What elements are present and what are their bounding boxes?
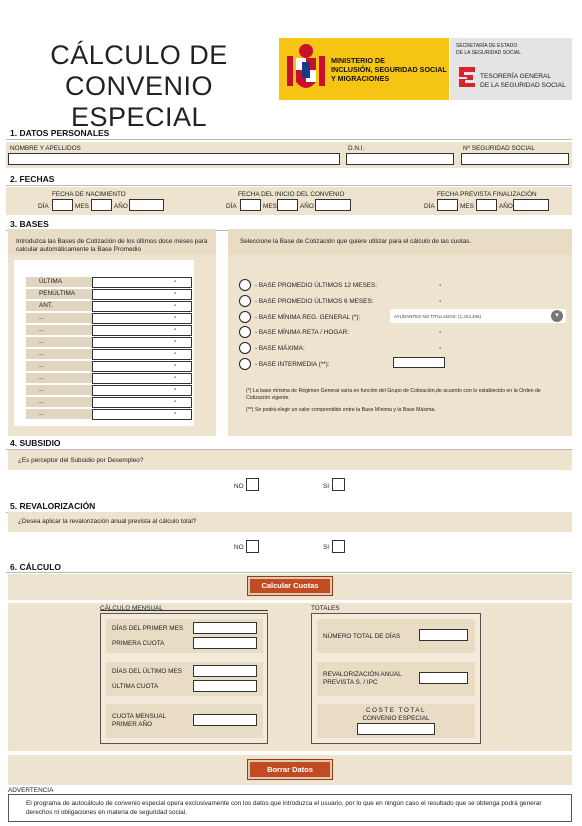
- base-row-label: ...: [26, 373, 92, 383]
- day-label: DÍA: [38, 203, 49, 210]
- page-title: CÁLCULO DE CONVENIO ESPECIAL: [50, 40, 228, 132]
- totales-title: TOTALES: [311, 605, 340, 612]
- value-dot: ▪: [173, 315, 176, 321]
- note-base-intermedia: (**) Se podrá elegir un valor comprendido entre la Base Mínima y la Base Máxima.: [246, 407, 436, 413]
- dias-primer-output: [193, 622, 257, 634]
- radio-minima-reta[interactable]: [239, 326, 251, 338]
- reval-anual-output: [419, 672, 468, 684]
- cuota-mensual-label: CUOTA MENSUAL PRIMER AÑO: [112, 713, 167, 728]
- base-row-label: ...: [26, 361, 92, 371]
- option-minima-reta-label: - BASE MÍNIMA RETA / HOGAR:: [255, 329, 349, 336]
- section-title-subsidio: 4. SUBSIDIO: [10, 438, 61, 448]
- base-row-input[interactable]: [92, 373, 192, 384]
- tgss-icon: [457, 65, 477, 89]
- coste-total-label: COSTE TOTAL CONVENIO ESPECIAL: [362, 707, 430, 722]
- treasury-logo: SECRETARÍA DE ESTADO DE LA SEGURIDAD SOCIAL TESORERÍA GENERAL DE LA SEGURIDAD SOCIAL: [450, 38, 572, 100]
- reval-anual-label: REVALORIZACIÓN ANUAL PREVISTA S. / IPC: [323, 671, 402, 686]
- base-row-input[interactable]: [92, 301, 192, 312]
- value-dot: ▪: [173, 291, 176, 297]
- dni-input[interactable]: [346, 153, 454, 165]
- base-row-input[interactable]: [92, 349, 192, 360]
- year-label: AÑO: [114, 203, 128, 210]
- base-row-label: ...: [26, 397, 92, 407]
- section-title-datos: 1. DATOS PERSONALES: [10, 128, 110, 138]
- month-label: MES: [263, 203, 277, 210]
- subsidio-question: ¿Es perceptor del Subsidio por Desempleo?: [18, 457, 144, 464]
- value-dot: ▪: [173, 327, 176, 333]
- end-month-input[interactable]: [476, 199, 497, 211]
- base-row-input[interactable]: [92, 397, 192, 408]
- birth-month-input[interactable]: [91, 199, 112, 211]
- cuota-mensual-output: [193, 714, 257, 726]
- end-date-label: FECHA PREVISTA FINALIZACIÓN: [437, 191, 537, 198]
- base-row-input[interactable]: [92, 277, 192, 288]
- subsidio-no-label: NO: [234, 483, 244, 490]
- start-day-input[interactable]: [240, 199, 261, 211]
- month-label: MES: [460, 203, 474, 210]
- borrar-datos-button[interactable]: Borrar Datos: [248, 760, 332, 779]
- month-label: MES: [75, 203, 89, 210]
- results-panel: [8, 603, 572, 751]
- value-dot: ▪: [173, 279, 176, 285]
- base-row-input[interactable]: [92, 361, 192, 372]
- base-row-label: ...: [26, 349, 92, 359]
- mensual-title: CÁLCULO MENSUAL: [100, 605, 163, 612]
- day-label: DÍA: [424, 203, 435, 210]
- ministry-logo: MINISTERIO DE INCLUSIÓN, SEGURIDAD SOCIAL Y MIGRACIONES: [279, 38, 449, 100]
- base-row-label: ANT.: [26, 301, 92, 311]
- base-row-label: PENÚLTIMA: [26, 289, 92, 299]
- start-date-label: FECHA DEL INICIO DEL CONVENIO: [238, 191, 345, 198]
- subsidio-si-checkbox[interactable]: [332, 478, 345, 491]
- base-intermedia-input[interactable]: [393, 357, 445, 368]
- section-title-calculo: 6. CÁLCULO: [10, 562, 61, 572]
- calcular-cuotas-button[interactable]: Calcular Cuotas: [248, 577, 332, 595]
- value-dot: ▪: [439, 345, 442, 352]
- end-year-input[interactable]: [513, 199, 549, 211]
- advertencia-text: El programa de autocálculo de convenio especial opera exclusivamente con los datos que introduzca el usuario, por lo que en ningún caso el resultado que se obtenga podrá generar derechos ni obligaciones en materia de seguridad social.: [26, 800, 542, 816]
- value-dot: ▪: [439, 298, 442, 305]
- advertencia-title: ADVERTENCIA: [8, 787, 54, 794]
- value-dot: ▪: [173, 399, 176, 405]
- chevron-down-icon[interactable]: ▾: [551, 310, 563, 322]
- base-row-input[interactable]: [92, 289, 192, 300]
- reval-si-label: SI: [323, 544, 330, 551]
- base-row-label: ...: [26, 337, 92, 347]
- nss-input[interactable]: [461, 153, 569, 165]
- radio-promedio-12[interactable]: [239, 279, 251, 291]
- section-title-fechas: 2. FECHAS: [10, 174, 55, 184]
- radio-maxima[interactable]: [239, 342, 251, 354]
- dias-ultimo-output: [193, 665, 257, 677]
- value-dot: ▪: [173, 339, 176, 345]
- value-dot: ▪: [439, 282, 442, 289]
- note-base-minima: (*) La base mínima de Régimen General varía en función del Grupo de Cotización,de acuerdo con lo establecido en la Orden de Cotización vigente.: [246, 388, 541, 401]
- option-maxima-label: - BASE MÁXIMA:: [255, 345, 305, 352]
- coste-total-output: [357, 723, 435, 735]
- section-title-revalorizacion: 5. REVALORIZACIÓN: [10, 501, 96, 511]
- year-label: AÑO: [300, 203, 314, 210]
- birth-date-label: FECHA DE NACIMIENTO: [52, 191, 126, 198]
- radio-minima-general[interactable]: [239, 311, 251, 323]
- base-row-label: ...: [26, 385, 92, 395]
- dias-ultimo-label: DÍAS DEL ÚLTIMO MES: [112, 668, 182, 675]
- numero-total-label: NÚMERO TOTAL DE DÍAS: [323, 633, 401, 640]
- value-dot: ▪: [173, 351, 176, 357]
- start-month-input[interactable]: [277, 199, 298, 211]
- start-year-input[interactable]: [315, 199, 351, 211]
- base-row-input[interactable]: [92, 313, 192, 324]
- radio-intermedia[interactable]: [239, 358, 251, 370]
- base-row-input[interactable]: [92, 385, 192, 396]
- value-dot: ▪: [173, 303, 176, 309]
- value-dot: ▪: [173, 363, 176, 369]
- name-input[interactable]: [8, 153, 340, 165]
- subsidio-si-label: SI: [323, 483, 330, 490]
- dni-label: D.N.I.: [348, 145, 365, 152]
- coat-of-arms-icon: [285, 42, 327, 96]
- divider: [6, 139, 572, 140]
- name-label: NOMBRE Y APELLIDOS: [10, 145, 81, 152]
- value-dot: ▪: [439, 329, 442, 336]
- revalorizacion-question: ¿Desea aplicar la revalorización anual prevista al cálculo total?: [18, 518, 197, 525]
- base-row-label: ...: [26, 325, 92, 335]
- end-day-input[interactable]: [437, 199, 458, 211]
- divider: [6, 572, 572, 573]
- option-promedio-12-label: - BASE PROMEDIO ÚLTIMOS 12 MESES:: [255, 282, 378, 289]
- value-dot: ▪: [173, 411, 176, 417]
- value-dot: ▪: [173, 375, 176, 381]
- bases-left-intro: Introduzca las Bases de Cotización de los últimos doce meses para calcular automáticamente la Base Promedio: [16, 238, 208, 253]
- divider: [6, 185, 572, 186]
- birth-year-input[interactable]: [129, 199, 164, 211]
- ultima-cuota-output: [193, 680, 257, 692]
- ultima-cuota-label: ÚLTIMA CUOTA: [112, 683, 159, 690]
- option-promedio-6-label: - BASE PROMEDIO ÚLTIMOS 6 MESES:: [255, 298, 374, 305]
- bases-right-intro: Seleccione la Base de Cotización que quiere utilizar para el cálculo de las cuotas.: [240, 238, 472, 245]
- year-label: AÑO: [499, 203, 513, 210]
- day-label: DÍA: [226, 203, 237, 210]
- nss-label: Nº SEGURIDAD SOCIAL: [463, 145, 535, 152]
- grupo-cotizacion-select[interactable]: AYUDANTES NO TITULADOS: (1.424,40€) ▾: [390, 309, 566, 323]
- option-intermedia-label: - BASE INTERMEDIA (**):: [255, 361, 330, 368]
- section-title-bases: 3. BASES: [10, 219, 49, 229]
- dias-primer-label: DÍAS DEL PRIMER MES: [112, 625, 184, 632]
- base-row-label: ...: [26, 313, 92, 323]
- subsidio-no-checkbox[interactable]: [246, 478, 259, 491]
- base-row-label: ÚLTIMA: [26, 277, 92, 287]
- option-minima-general-label: - BASE MÍNIMA REG. GENERAL (*):: [255, 314, 361, 321]
- primera-cuota-label: PRIMERA CUOTA: [112, 640, 165, 647]
- reval-no-label: NO: [234, 544, 244, 551]
- primera-cuota-output: [193, 637, 257, 649]
- reval-si-checkbox[interactable]: [332, 540, 345, 553]
- base-row-label: ...: [26, 409, 92, 419]
- base-row-input[interactable]: [92, 325, 192, 336]
- base-row-input[interactable]: [92, 337, 192, 348]
- birth-day-input[interactable]: [52, 199, 73, 211]
- base-row-input[interactable]: [92, 409, 192, 420]
- reval-no-checkbox[interactable]: [246, 540, 259, 553]
- value-dot: ▪: [173, 387, 176, 393]
- radio-promedio-6[interactable]: [239, 295, 251, 307]
- numero-total-output: [419, 629, 468, 641]
